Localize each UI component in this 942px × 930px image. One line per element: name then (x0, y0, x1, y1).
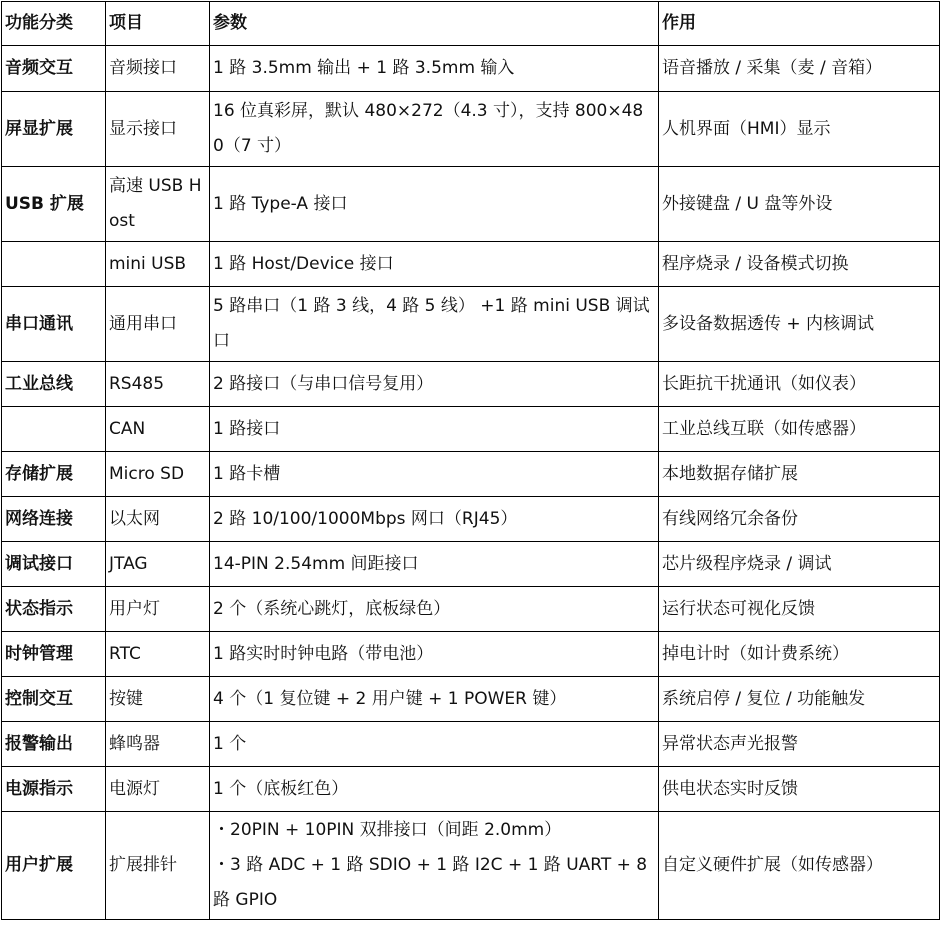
item-cell: 高速 USB Host (106, 167, 210, 242)
item-cell: 音频接口 (106, 46, 210, 92)
item-cell: Micro SD (106, 452, 210, 497)
use-cell: 芯片级程序烧录 / 调试 (659, 542, 940, 587)
item-cell: mini USB (106, 242, 210, 287)
use-cell: 自定义硬件扩展（如传感器） (659, 812, 940, 920)
item-cell: RS485 (106, 362, 210, 407)
use-cell: 程序烧录 / 设备模式切换 (659, 242, 940, 287)
category-cell: 状态指示 (2, 587, 106, 632)
param-line: 1 路接口 (213, 418, 281, 439)
category-cell: 音频交互 (2, 46, 106, 92)
use-cell: 有线网络冗余备份 (659, 497, 940, 542)
param-line: 14-PIN 2.54mm 间距接口 (213, 553, 419, 574)
param-cell (210, 452, 659, 497)
item-cell: 按键 (106, 677, 210, 722)
param-cell (210, 677, 659, 722)
category-cell (2, 242, 106, 287)
param-line: 1 路实时时钟电路（带电池） (213, 643, 434, 664)
param-cell (210, 287, 659, 362)
param-line: 1 个（底板红色） (213, 778, 349, 799)
item-cell: 显示接口 (106, 92, 210, 167)
param-cell (210, 46, 659, 92)
table-row (2, 812, 940, 920)
param-line: 5 路串口（1 路 3 线，4 路 5 线） +1 路 mini USB 调试口 (213, 296, 650, 351)
param-cell (210, 722, 659, 767)
use-cell: 长距抗干扰通讯（如仪表） (659, 362, 940, 407)
param-cell (210, 812, 659, 920)
category-cell: 电源指示 (2, 767, 106, 812)
header-category: 功能分类 (2, 2, 106, 46)
category-cell: 控制交互 (2, 677, 106, 722)
category-cell: 工业总线 (2, 362, 106, 407)
use-cell: 供电状态实时反馈 (659, 767, 940, 812)
param-cell (210, 242, 659, 287)
spec-table (1, 1, 940, 920)
category-cell (2, 407, 106, 452)
category-cell: 存储扩展 (2, 452, 106, 497)
item-cell: 用户灯 (106, 587, 210, 632)
table-row (2, 542, 940, 587)
use-cell: 人机界面（HMI）显示 (659, 92, 940, 167)
table-row (2, 452, 940, 497)
item-cell: 以太网 (106, 497, 210, 542)
param-line: 2 路 10/100/1000Mbps 网口（RJ45） (213, 508, 518, 529)
category-cell: 调试接口 (2, 542, 106, 587)
category-cell: 报警输出 (2, 722, 106, 767)
table-row (2, 497, 940, 542)
use-cell: 多设备数据透传 + 内核调试 (659, 287, 940, 362)
param-line: 1 路 Host/Device 接口 (213, 253, 394, 274)
table-row (2, 287, 940, 362)
param-line: 2 个（系统心跳灯，底板绿色） (213, 598, 451, 619)
item-cell: JTAG (106, 542, 210, 587)
use-cell: 掉电计时（如计费系统） (659, 632, 940, 677)
param-cell (210, 167, 659, 242)
table-row (2, 767, 940, 812)
use-cell: 语音播放 / 采集（麦 / 音箱） (659, 46, 940, 92)
use-cell: 本地数据存储扩展 (659, 452, 940, 497)
param-line: 2 路接口（与串口信号复用） (213, 373, 434, 394)
table-row (2, 362, 940, 407)
category-cell: 网络连接 (2, 497, 106, 542)
category-cell: 串口通讯 (2, 287, 106, 362)
param-cell (210, 767, 659, 812)
table-row (2, 587, 940, 632)
category-cell: 用户扩展 (2, 812, 106, 920)
param-line: 4 个（1 复位键 + 2 用户键 + 1 POWER 键） (213, 688, 567, 709)
item-cell: 蜂鸣器 (106, 722, 210, 767)
param-line: 1 个 (213, 733, 247, 754)
table-row (2, 722, 940, 767)
category-cell: 时钟管理 (2, 632, 106, 677)
table-row (2, 677, 940, 722)
param-cell (210, 632, 659, 677)
param-line: 1 路 3.5mm 输出 + 1 路 3.5mm 输入 (213, 58, 515, 78)
item-cell: RTC (106, 632, 210, 677)
use-cell: 运行状态可视化反馈 (659, 587, 940, 632)
param-line: ・20PIN + 10PIN 双排接口（间距 2.0mm） (213, 820, 562, 840)
param-line: 16 位真彩屏，默认 480×272（4.3 寸），支持 800×480（7 寸） (213, 101, 644, 156)
item-cell: 电源灯 (106, 767, 210, 812)
item-cell: 扩展排针 (106, 812, 210, 920)
table-row (2, 92, 940, 167)
table-row (2, 242, 940, 287)
item-cell: 通用串口 (106, 287, 210, 362)
param-cell (210, 542, 659, 587)
param-line: 1 路 Type-A 接口 (213, 193, 348, 214)
header-use: 作用 (659, 2, 940, 46)
param-cell (210, 497, 659, 542)
param-cell (210, 407, 659, 452)
header-row (2, 2, 940, 46)
use-cell: 系统启停 / 复位 / 功能触发 (659, 677, 940, 722)
category-cell: USB 扩展 (2, 167, 106, 242)
table-row (2, 407, 940, 452)
param-cell (210, 362, 659, 407)
table-row (2, 46, 940, 92)
table-row (2, 167, 940, 242)
param-cell (210, 92, 659, 167)
category-cell: 屏显扩展 (2, 92, 106, 167)
table-row (2, 632, 940, 677)
item-cell: CAN (106, 407, 210, 452)
use-cell: 外接键盘 / U 盘等外设 (659, 167, 940, 242)
use-cell: 异常状态声光报警 (659, 722, 940, 767)
use-cell: 工业总线互联（如传感器） (659, 407, 940, 452)
param-line: 1 路卡槽 (213, 463, 281, 484)
param-cell (210, 587, 659, 632)
header-param: 参数 (210, 2, 659, 46)
param-line: ・3 路 ADC + 1 路 SDIO + 1 路 I2C + 1 路 UART + 8 路 GPIO (213, 855, 648, 910)
table-body (2, 46, 940, 920)
header-item: 项目 (106, 2, 210, 46)
